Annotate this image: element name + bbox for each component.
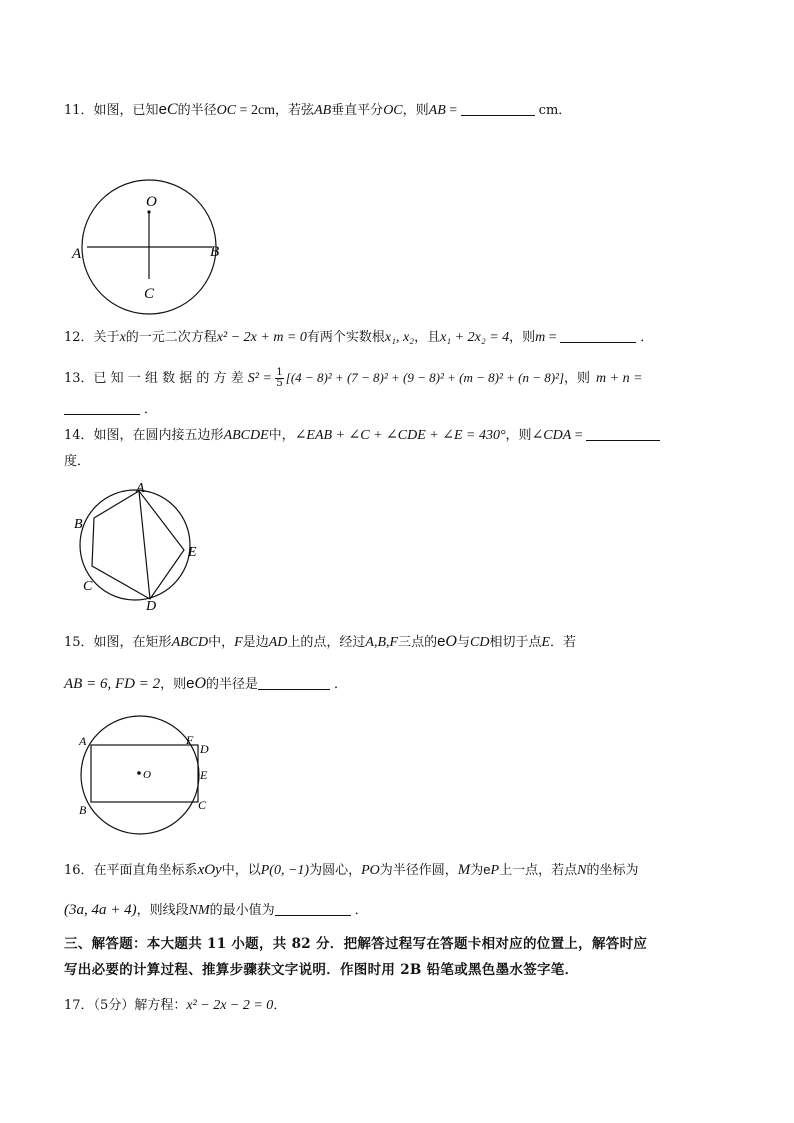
section-3-heading-cont: 写出必要的计算过程、推算步骤获文字说明．作图时用 2B 铅笔或黑色墨水签字笔． [64, 962, 579, 978]
q11-label-b: B [210, 244, 220, 260]
q15-label-d: D [200, 742, 209, 756]
q13-fraction: $\frac{1}{5}$ [276, 367, 283, 389]
q15-label-c: C [198, 798, 207, 812]
q11-label-a: A [72, 246, 82, 262]
q11-number: 11． [64, 103, 94, 118]
question-13: 13．已 知 一 组 数 据 的 方 差 S² = $\frac{1}{5}$ [(4 − 8)² + (7 − 8)² + (9 − 8)² + (m − 8)² + (n − 8)²]，则 m + n = [64, 367, 643, 389]
q14-circle [80, 490, 190, 600]
q14-diagonal-da [139, 491, 150, 599]
q14-answer-blank [586, 426, 660, 441]
q13-answer-blank [64, 400, 140, 415]
q14-figure [72, 478, 212, 618]
q14-label-a: A [136, 481, 145, 496]
q14-label-d: D [146, 599, 157, 614]
q15-center-point [137, 771, 141, 775]
q14-label-c: C [83, 579, 93, 594]
circle-symbol-icon: e [186, 675, 195, 692]
question-11: 11．如图，已知eC的半径OC = 2cm，若弦AB垂直平分OC，则AB = cm． [64, 101, 572, 118]
q15-label-o: O [143, 769, 151, 781]
question-14-cont: 度． [64, 454, 91, 469]
q11-label-c: C [144, 286, 155, 302]
section-3-heading: 三、解答题：本大题共 11 小题，共 82 分．把解答过程写在答题卡相对应的位置上，解答时应 [64, 936, 648, 952]
q15-label-b: B [79, 803, 87, 817]
q14-pentagon [92, 491, 184, 599]
q16-answer-blank [275, 901, 351, 916]
question-13-cont: ． [64, 400, 157, 420]
q15-answer-blank [258, 675, 330, 690]
question-12: 12．关于x的一元二次方程x² − 2x + m = 0有两个实数根x₁, x₂，且x₁ + 2x₂ = 4，则m = ． [64, 330, 654, 345]
circle-symbol-icon: e [437, 633, 446, 650]
q15-label-a: A [79, 734, 87, 748]
q15-label-f: F [186, 733, 194, 747]
question-15-cont: AB = 6, FD = 2，则eO的半径是 ． [64, 675, 348, 692]
q11-answer-blank [461, 101, 535, 116]
q12-answer-blank [560, 328, 636, 343]
q11-label-o: O [146, 194, 157, 210]
q15-label-e: E [200, 768, 208, 782]
circle-symbol-icon: e [158, 101, 167, 118]
question-17: 17．（5分）解方程：x² − 2x − 2 = 0． [64, 998, 287, 1013]
question-14: 14．如图，在圆内接五边形ABCDE中，∠EAB + ∠C + ∠CDE + ∠E = 430°，则∠CDA = [64, 426, 660, 446]
q14-label-b: B [74, 517, 83, 532]
question-16: 16．在平面直角坐标系xOy中，以P(0, −1)为圆心，PO为半径作圆，M为eP上一点，若点N的坐标为 [64, 862, 639, 878]
question-16-cont: (3a, 4a + 4)，则线段NM的最小值为 ． [64, 902, 368, 918]
q11-center-point [147, 210, 150, 213]
q15-circle [81, 716, 199, 834]
q15-figure [75, 722, 215, 842]
q14-label-e: E [188, 545, 197, 560]
circle-symbol-icon: e [483, 862, 491, 877]
q11-figure [70, 140, 230, 305]
question-15: 15．如图，在矩形ABCD中，F是边AD上的点，经过A,B,F三点的eO与CD相切于点E．若 [64, 633, 577, 650]
